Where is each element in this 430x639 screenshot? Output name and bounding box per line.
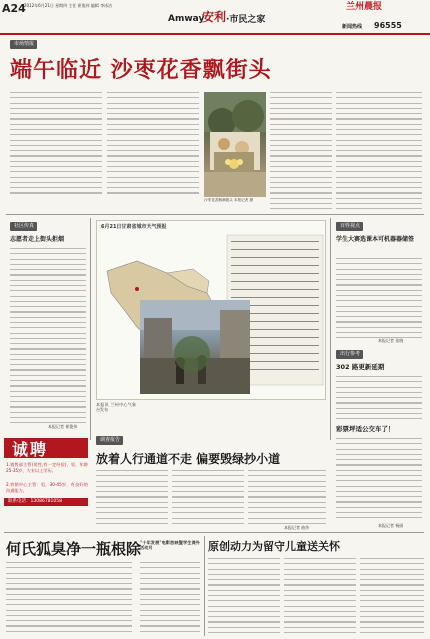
column-cn: Amway xyxy=(168,14,205,24)
right-signoff-1: 本报记者 张晓 xyxy=(378,338,404,343)
tag-commerce: 百姓视点 xyxy=(336,222,363,231)
hotline-label: 新闻热线 xyxy=(342,24,363,30)
bottom-side-title: "十年发展"电影放映暨学生课外活动月 xyxy=(140,540,200,551)
section2-signoff: 本报记者 曲莎 xyxy=(284,525,310,530)
main-col4-text xyxy=(336,92,422,212)
street-photo xyxy=(140,300,250,394)
section2-col1 xyxy=(96,470,168,528)
divider-v3 xyxy=(204,536,205,636)
community-signoff: 本报记者 崔俊伟 xyxy=(48,424,78,429)
divider-2 xyxy=(4,532,424,533)
divider-v1 xyxy=(90,218,91,440)
column-name: ·市民之家 xyxy=(226,15,266,25)
phone-label: 联系电话： xyxy=(8,499,31,504)
tag-lottery: 调查报告 xyxy=(96,436,123,445)
bottom-side-text xyxy=(140,562,200,634)
main-headline: 端午临近 沙枣花香飘街头 xyxy=(10,58,272,83)
right-headline-3: 彩票坪适公交车了！ xyxy=(336,425,395,433)
ad-text xyxy=(6,562,132,634)
tag-life: 出行参考 xyxy=(336,350,363,359)
ad-headline: 何氏狐臭净一瓶根除 xyxy=(6,540,142,558)
column-banner xyxy=(168,10,268,30)
divider-1 xyxy=(6,214,424,215)
hotline-number: 96555 xyxy=(374,21,402,30)
tag-community: 社区传真 xyxy=(10,222,37,231)
page-number: A24 xyxy=(2,2,26,15)
jobs-item-2: 2.营销中心主管：男，30-45岁，有良好的沟通能力。 xyxy=(6,482,88,493)
right-signoff-2: 本报记者 杨丽 xyxy=(378,523,404,528)
tag-city-watch: 市场情报 xyxy=(10,40,37,49)
bottom-col3 xyxy=(360,558,424,634)
community-text xyxy=(10,248,86,424)
right-text-2 xyxy=(336,376,422,424)
community-title: 志愿者走上街头拒烟 xyxy=(10,236,65,243)
main-col3-text xyxy=(270,92,332,212)
paper-logo: 兰州晨报 xyxy=(346,2,383,12)
right-text-3 xyxy=(336,438,422,522)
section2-headline: 放着人行通道不走 偏要毁绿抄小道 xyxy=(96,452,281,466)
divider-v2 xyxy=(330,218,331,440)
right-text-1 xyxy=(336,258,422,338)
section2-col3 xyxy=(248,470,326,528)
bottom-col2 xyxy=(284,558,356,634)
main-col2-text xyxy=(107,92,199,195)
phone-row xyxy=(8,499,62,504)
section2-col2 xyxy=(172,470,244,528)
jobs-title: 诚聘 xyxy=(12,440,49,459)
right-headline-1: 学生大赛选课本可机器器储签 xyxy=(336,236,415,243)
photo-caption: 沙枣花香飘满街头 本报记者 摄 xyxy=(204,198,254,202)
phone-number: 13086781058 xyxy=(30,499,62,504)
weather-title: 6月21日甘肃省城市天气预报 xyxy=(101,224,167,230)
weather-note: 本报讯 兰州中心气象台发布 xyxy=(96,402,136,413)
jobs-item-1: 1.销售部主管(男性,有一定经验)，男，年龄25-35岁，大专以上学历。 xyxy=(6,462,88,473)
column-brand: 安利 xyxy=(202,10,227,24)
main-col1-text xyxy=(10,92,102,195)
bottom-headline: 原创动力为留守儿童送关怀 xyxy=(208,540,340,553)
bottom-col1 xyxy=(208,558,280,634)
main-photo xyxy=(204,92,266,197)
page-meta: 2012年6月21日 星期四 主任 崔俊伟 编辑 李冰洁 xyxy=(24,3,113,8)
right-headline-2: 302 路更新延期 xyxy=(336,363,385,371)
header-rule xyxy=(0,33,430,35)
page-header xyxy=(0,0,430,34)
